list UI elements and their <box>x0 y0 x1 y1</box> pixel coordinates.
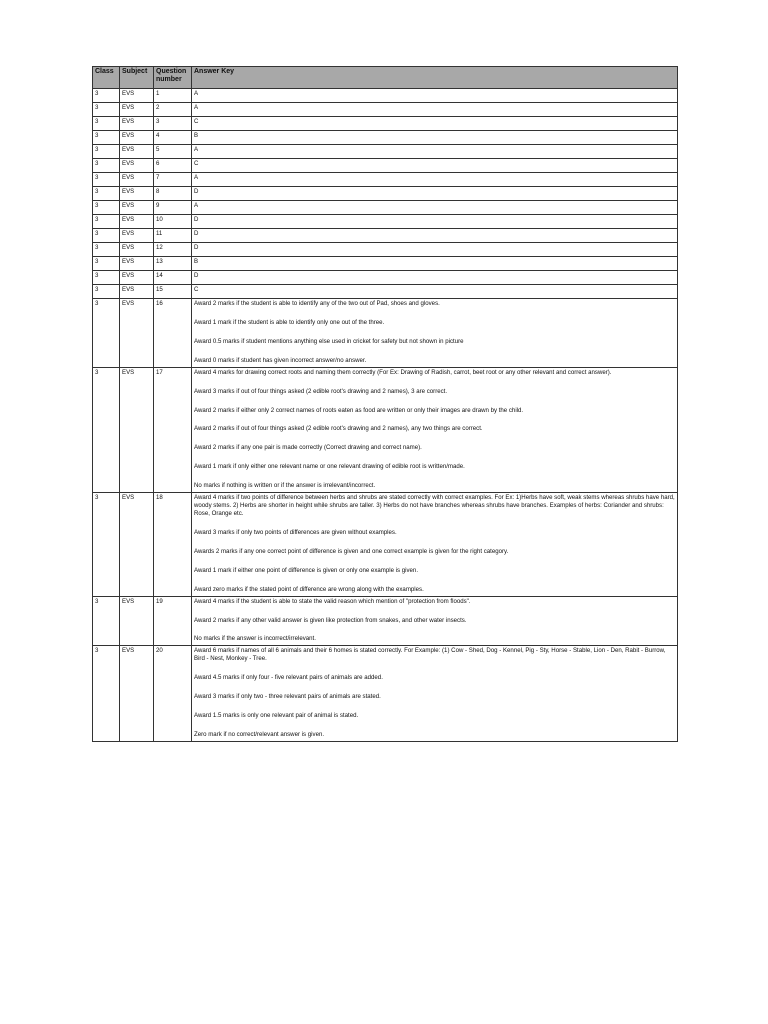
answer-key-cell <box>192 229 678 243</box>
question-number-cell: 12 <box>154 243 192 257</box>
subject-cell: EVS <box>120 257 154 271</box>
answer-key-cell <box>192 257 678 271</box>
answer-key-cell <box>192 215 678 229</box>
subject-cell: EVS <box>120 215 154 229</box>
answer-key-cell <box>192 173 678 187</box>
class-cell: 3 <box>93 201 120 215</box>
answer-paragraph: Award 2 marks if any other valid answer is given like protection from snakes, and other water insects. <box>194 616 467 624</box>
class-cell: 3 <box>93 257 120 271</box>
answer-key-cell <box>192 285 678 299</box>
subject-cell: EVS <box>120 646 154 742</box>
answer-paragraph: A <box>194 146 199 153</box>
class-cell: 3 <box>93 103 120 117</box>
answer-paragraph: Zero mark if no correct/relevant answer is given. <box>194 730 325 738</box>
question-number-cell: 9 <box>154 201 192 215</box>
answer-paragraph: Award 1 mark if the student is able to identify only one out of the three. <box>194 318 385 326</box>
class-cell: 3 <box>93 229 120 243</box>
answer-paragraph: D <box>194 188 199 195</box>
table-row <box>93 299 678 368</box>
answer-key-cell <box>192 299 678 368</box>
question-number-cell: 4 <box>154 131 192 145</box>
subject-cell: EVS <box>120 173 154 187</box>
class-cell: 3 <box>93 89 120 103</box>
class-cell: 3 <box>93 646 120 742</box>
question-number-cell: 8 <box>154 187 192 201</box>
class-cell: 3 <box>93 243 120 257</box>
table-row <box>93 243 678 257</box>
question-number-cell: 5 <box>154 145 192 159</box>
question-number-cell: 3 <box>154 117 192 131</box>
answer-paragraph: Award 3 marks if only two - three relevant pairs of animals are stated. <box>194 693 381 701</box>
table-row <box>93 493 678 596</box>
answer-paragraph: Award 2 marks if out of four things asked (2 edible root's drawing and 2 names), any two things are correct. <box>194 425 483 433</box>
subject-cell: EVS <box>120 243 154 257</box>
class-cell: 3 <box>93 493 120 596</box>
answer-paragraph: C <box>194 286 199 293</box>
answer-key-cell <box>192 243 678 257</box>
table-row <box>93 271 678 285</box>
answer-paragraph: C <box>194 118 199 125</box>
question-number-cell: 17 <box>154 367 192 492</box>
subject-cell: EVS <box>120 103 154 117</box>
answer-key-cell <box>192 103 678 117</box>
question-number-cell: 2 <box>154 103 192 117</box>
table-row <box>93 285 678 299</box>
answer-paragraph: D <box>194 216 199 223</box>
subject-cell: EVS <box>120 229 154 243</box>
subject-cell: EVS <box>120 89 154 103</box>
answer-paragraph: C <box>194 160 199 167</box>
subject-cell: EVS <box>120 493 154 596</box>
question-number-cell: 6 <box>154 159 192 173</box>
subject-cell: EVS <box>120 201 154 215</box>
question-number-cell: 14 <box>154 271 192 285</box>
answer-paragraph: D <box>194 244 199 251</box>
class-cell: 3 <box>93 596 120 646</box>
subject-cell: EVS <box>120 285 154 299</box>
answer-paragraph: Award 4 marks if two points of difference between herbs and shrubs are stated correctly with correct examples. For Ex: 1)Herbs have soft, weak stems whereas shrubs have hard, woody stems. 2) Herbs are shorter in height while shrubs are taller. 3) Herbs do not have branches whereas shrubs have branches. Examples of herbs: Coriander and shrubs: Rose, Orange etc. <box>194 494 675 517</box>
answer-paragraph: Awards 2 marks if any one correct point of difference is given and one correct example is given for the right category. <box>194 547 509 555</box>
class-cell: 3 <box>93 285 120 299</box>
answer-key-cell <box>192 89 678 103</box>
answer-paragraph: No marks if the answer is incorrect/irrelevant. <box>194 635 316 643</box>
question-number-cell: 20 <box>154 646 192 742</box>
subject-cell: EVS <box>120 596 154 646</box>
class-cell: 3 <box>93 131 120 145</box>
answer-key-cell <box>192 493 678 596</box>
answer-paragraph: Award 1 mark if either one point of difference is given or only one example is given. <box>194 566 419 574</box>
class-cell: 3 <box>93 367 120 492</box>
table-row <box>93 103 678 117</box>
answer-paragraph: Award 4 marks if the student is able to state the valid reason which mention of "protection from floods". <box>194 597 471 605</box>
question-number-cell: 11 <box>154 229 192 243</box>
subject-cell: EVS <box>120 117 154 131</box>
table-row <box>93 187 678 201</box>
answer-paragraph: D <box>194 230 199 237</box>
question-number-cell: 15 <box>154 285 192 299</box>
class-cell: 3 <box>93 159 120 173</box>
subject-cell: EVS <box>120 299 154 368</box>
question-number-cell: 18 <box>154 493 192 596</box>
table-row <box>93 257 678 271</box>
class-cell: 3 <box>93 187 120 201</box>
table-row <box>93 159 678 173</box>
subject-cell: EVS <box>120 271 154 285</box>
answer-key-cell <box>192 271 678 285</box>
subject-cell: EVS <box>120 145 154 159</box>
answer-paragraph: B <box>194 132 199 139</box>
header-subject: Subject <box>120 67 154 89</box>
question-number-cell: 19 <box>154 596 192 646</box>
class-cell: 3 <box>93 299 120 368</box>
table-row <box>93 117 678 131</box>
answer-paragraph: A <box>194 202 199 209</box>
subject-cell: EVS <box>120 187 154 201</box>
answer-key-cell <box>192 159 678 173</box>
answer-key-cell <box>192 367 678 492</box>
table-row <box>93 367 678 492</box>
answer-paragraph: A <box>194 174 199 181</box>
answer-paragraph: Award zero marks if the stated point of difference are wrong along with the examples. <box>194 585 424 593</box>
header-answer-key: Answer Key <box>192 67 678 89</box>
table-row <box>93 229 678 243</box>
answer-key-cell <box>192 596 678 646</box>
answer-paragraph: A <box>194 90 199 97</box>
answer-key-cell <box>192 187 678 201</box>
table-row <box>93 215 678 229</box>
table-row <box>93 89 678 103</box>
answer-paragraph: Award 0.5 marks if student mentions anything else used in cricket for safety but not shown in picture <box>194 337 464 345</box>
answer-paragraph: Award 3 marks if out of four things asked (2 edible root's drawing and 2 names), 3 are correct. <box>194 387 448 395</box>
question-number-cell: 10 <box>154 215 192 229</box>
class-cell: 3 <box>93 215 120 229</box>
table-row <box>93 596 678 646</box>
answer-paragraph: Award 4 marks for drawing correct roots and naming them correctly (For Ex: Drawing of Radish, carrot, beet root or any other relevant and correct answer). <box>194 368 612 376</box>
class-cell: 3 <box>93 117 120 131</box>
answer-paragraph: Award 3 marks if only two points of differences are given without examples. <box>194 528 397 536</box>
answer-paragraph: Award 1.5 marks is only one relevant pair of animal is stated. <box>194 712 359 720</box>
question-number-cell: 1 <box>154 89 192 103</box>
question-number-cell: 13 <box>154 257 192 271</box>
table-row <box>93 201 678 215</box>
question-number-cell: 7 <box>154 173 192 187</box>
answer-key-table <box>92 66 678 742</box>
class-cell: 3 <box>93 173 120 187</box>
answer-paragraph: Award 2 marks if the student is able to identify any of the two out of Pad, shoes and gloves. <box>194 300 440 307</box>
subject-cell: EVS <box>120 159 154 173</box>
answer-paragraph: Award 2 marks if any one pair is made correctly (Correct drawing and correct name). <box>194 444 422 452</box>
answer-key-cell <box>192 646 678 742</box>
table-row <box>93 173 678 187</box>
class-cell: 3 <box>93 271 120 285</box>
header-class: Class <box>93 67 120 89</box>
table-row <box>93 646 678 742</box>
header-question-number: Question number <box>154 67 192 89</box>
answer-paragraph: D <box>194 272 199 279</box>
answer-key-cell <box>192 131 678 145</box>
class-cell: 3 <box>93 145 120 159</box>
answer-paragraph: Award 2 marks if either only 2 correct names of roots eaten as food are written or only their images are drawn by the child. <box>194 406 524 414</box>
question-number-cell: 16 <box>154 299 192 368</box>
answer-key-cell <box>192 145 678 159</box>
subject-cell: EVS <box>120 367 154 492</box>
table-row <box>93 131 678 145</box>
answer-paragraph: Award 6 marks if names of all 6 animals and their 6 homes is stated correctly. For Example: (1) Cow - Shed, Dog - Kennel, Pig - Sty, Horse - Stable, Lion - Den, Rabit - Burrow, Bird - Nest, Monkey - Tree. <box>194 647 666 663</box>
table-row <box>93 145 678 159</box>
subject-cell: EVS <box>120 131 154 145</box>
answer-paragraph: A <box>194 104 199 111</box>
answer-paragraph: Award 1 mark if only either one relevant name or one relevant drawing of edible root is written/made. <box>194 463 465 471</box>
answer-key-cell <box>192 117 678 131</box>
answer-paragraph: Award 0 marks if student has given incorrect answer/no answer. <box>194 356 367 364</box>
answer-key-cell <box>192 201 678 215</box>
answer-paragraph: Award 4.5 marks if only four - five relevant pairs of animals are added. <box>194 674 383 682</box>
answer-paragraph: B <box>194 258 199 265</box>
answer-paragraph: No marks if nothing is written or if the answer is irrelevant/incorrect. <box>194 482 376 490</box>
header-row <box>93 67 678 89</box>
